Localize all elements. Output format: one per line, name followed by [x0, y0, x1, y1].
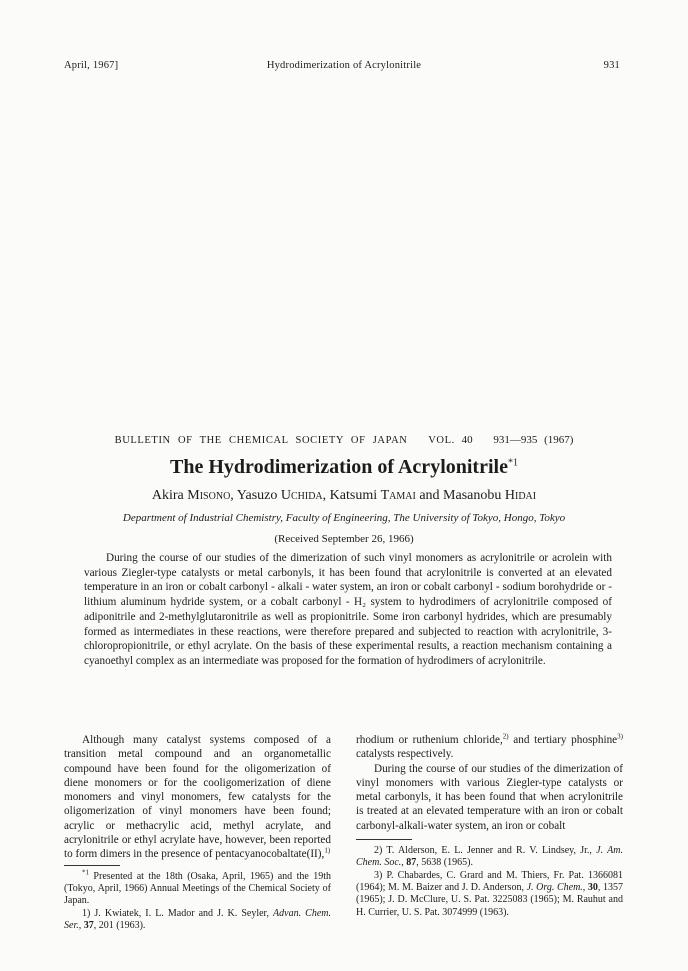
- author-2-given: Yasuzo: [236, 488, 278, 503]
- body-paragraph: During the course of our studies of the dimerization of vinyl monomers with various Ziegler-type catalysts or metal carbonyls, it has been found that when acrylonitrile is treated at an elevated temperature with an iron or cobalt carbonyl-alkali-water system, an iron or cobalt: [356, 762, 623, 832]
- volume-label: VOL.: [428, 435, 455, 446]
- footnote-divider: [356, 839, 412, 840]
- reference-journal: Advan. Chem. Ser.: [64, 907, 331, 931]
- abstract: [84, 551, 612, 669]
- pages-year: 931—935 (1967): [493, 434, 574, 446]
- body-column-right: [356, 733, 623, 919]
- reference-1: [64, 908, 331, 933]
- reference-3: [356, 870, 623, 919]
- body-paragraph: [356, 733, 623, 762]
- affiliation: Department of Industrial Chemistry, Faculty of Engineering, The University of Tokyo, Hongo, Tokyo: [122, 512, 566, 524]
- paragraph-text: rhodium or ruthenium chloride,: [356, 734, 503, 746]
- author-4-family: Hidai: [504, 488, 537, 503]
- footnote-text: Presented at the 18th (Osaka, April, 1965) and the 19th (Tokyo, April, 1966) Annual Meetings of the Chemical Society of Japan.: [64, 870, 331, 907]
- running-head-title: Hydrodimerization of Acrylonitrile: [266, 60, 422, 71]
- journal-line: [0, 434, 688, 446]
- reference-pages: , 1357 (1965); J. D. McClure, U. S. Pat. 3225083 (1965); M. Rauhut and H. Currier, U. S. Pat. 3074999 (1963).: [356, 881, 624, 918]
- author-1-given: Akira: [151, 488, 184, 503]
- author-separator: and: [415, 488, 440, 503]
- volume-number: 40: [461, 434, 473, 446]
- title-footnote-mark: *1: [507, 457, 518, 469]
- reference-journal: J. Am. Chem. Soc.: [356, 845, 623, 869]
- footnote-divider: [64, 865, 120, 866]
- footnote-presented: [64, 868, 331, 908]
- body-column-left: [64, 733, 331, 932]
- author-3-family: Tamai: [380, 488, 416, 503]
- reference-pages: , 201 (1963).: [93, 919, 146, 931]
- title-text: The Hydrodimerization of Acrylonitrile: [170, 456, 508, 478]
- paragraph-text: catalysts respectively.: [356, 748, 454, 761]
- reference-number: 2): [374, 845, 383, 857]
- reference-authors: P. Chabardes, C. Grard and M. Thiers, Fr. Pat. 1366081 (1964); M. M. Baizer and J. D. Anderson,: [356, 869, 623, 893]
- reference-volume: 30: [587, 881, 598, 893]
- reference-number: 3): [374, 869, 383, 881]
- reference-number: 1): [82, 907, 91, 919]
- author-1-family: Misono: [187, 488, 231, 503]
- reference-sep: ,: [78, 919, 84, 931]
- author-4-given: Masanobu: [443, 488, 502, 503]
- reference-2: [356, 845, 623, 870]
- reference-authors: J. Kwiatek, I. L. Mador and J. K. Seyler,: [90, 907, 274, 919]
- reference-authors: T. Alderson, E. L. Jenner and R. V. Lindsey, Jr.,: [382, 845, 597, 857]
- reference-mark: 2): [502, 732, 509, 741]
- reference-sep: ,: [582, 881, 588, 893]
- author-separator: ,: [322, 488, 327, 503]
- author-2-family: Uchida: [280, 488, 323, 503]
- author-list: [0, 488, 688, 504]
- page-number: 931: [603, 60, 620, 71]
- author-separator: ,: [230, 488, 234, 503]
- paragraph-text: Although many catalyst systems composed of a transition metal compound and an organometallic compound have been found for the oligomerization of diene monomers or for the cooligomerization of diene monomers and vinyl monomers, few catalysts for the oligomerization of vinyl monomers have been found; acrylic or methacrylic acid, methyl acrylate, and acrylonitrile or ethyl acrylate have, however, been reported to form dimers in the presence of pentacyanocobaltate(II),: [64, 734, 331, 861]
- reference-mark: 3): [617, 732, 623, 741]
- footnote-mark: *1: [82, 868, 89, 877]
- reference-sep: ,: [401, 857, 407, 869]
- paragraph-text: and tertiary phosphine: [508, 734, 618, 746]
- reference-volume: 37: [83, 919, 94, 931]
- author-3-given: Katsumi: [329, 488, 378, 503]
- body-paragraph: [64, 733, 331, 862]
- received-date: (Received September 26, 1966): [274, 533, 414, 545]
- reference-pages: , 5638 (1965).: [416, 857, 473, 869]
- reference-mark: 1): [324, 846, 331, 855]
- journal-name: BULLETIN OF THE CHEMICAL SOCIETY OF JAPAN: [114, 435, 408, 446]
- abstract-text: During the course of our studies of the dimerization of such vinyl monomers as acrylonitrile or acrolein with various Ziegler-type catalysts or metal carbonyls, it has been found that acrylonitrile is converted at an elevated temperature in an iron or cobalt carbonyl - alkali - water system, an iron or cobalt carbonyl - sodium borohydride or -lithium aluminum hydride system, or a cobalt carbonyl - H₂ system to hydrodimers of acrylonitrile composed of adiponitrile and 2-methylglutaronitrile as well as propionitrile. Some iron carbonyl hydrides, which are presumably formed as intermediates in these reactions, were therefore prepared and subjected to reaction with acrylonitrile, 3-chloropropionitrile, or ethyl acrylate. On the basis of these experimental results, a reaction mechanism containing a cyanoethyl complex as an intermediate was proposed for the formation of hydrodimers of acrylonitrile.: [84, 552, 612, 667]
- article-title: [0, 456, 688, 479]
- reference-journal: J. Org. Chem.: [526, 881, 583, 893]
- reference-volume: 87: [406, 857, 417, 869]
- running-head-date: April, 1967]: [64, 60, 119, 71]
